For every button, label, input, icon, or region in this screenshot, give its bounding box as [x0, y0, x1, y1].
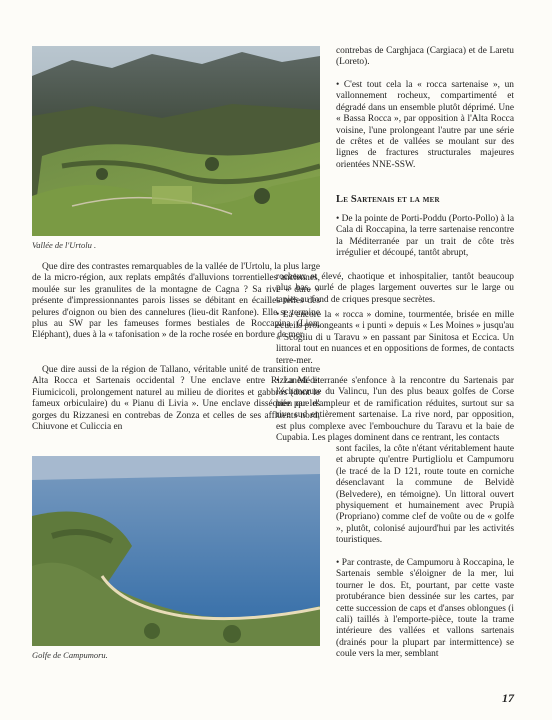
right-paragraph-4: rocheux et élevé, chaotique et inhospitalier, tantôt beaucoup plus bas, ourlé de plages largement ouvertes sur le large ou tapies au fond de criques presque secrètes.	[276, 272, 514, 305]
page-number: 17	[502, 691, 514, 705]
photo1-caption: Vallée de l'Urtolu .	[32, 240, 97, 250]
right-paragraph-7: sont faciles, la côte n'étant véritablement haute et abrupte qu'entre Purtigliolu et Campumoru (le tracé de la D 121, route toute en corniche désenclavant la commune de Belvidè (Belvedere), en témoigne). Un littoral ouvert physiquement et humainement avec Prupià (Propriano) comme clef de voûte ou de « golfe », plutôt, colonisé aujourd'hui par les activités touristiques.	[336, 444, 514, 546]
right-paragraph-1: contrebas de Carghjaca (Cargiaca) et de Laretu (Loreto).	[336, 46, 514, 68]
photo2-caption: Golfe de Campumoru.	[32, 650, 108, 660]
right-paragraph-3: • De la pointe de Porti-Poddu (Porto-Pollo) à la Cala di Roccapina, la terre sartenaise rencontre la Méditerranée par un trait de côte très irrégulier et découpé, tantôt abrupt,	[336, 214, 514, 259]
right-paragraph-2: • C'est tout cela la « rocca sartenaise », un vallonnement rocheux, compartimenté et dégradé dans un ensemble plutôt déprimé. Une « Bassa Rocca », par opposition à l'Alta Rocca voisine, l'une prolongeant l'autre par une série de crêtes et de vallées se moulant sur des lignes de fractures structurales majeures orientées NNE-SSW.	[336, 80, 514, 170]
right-paragraph-6: • La Méditerranée s'enfonce à la rencontre du Sartenais par l'échancrure du Valincu, l'un des plus beaux golfes de Corse bien que d'ampleur et de ramification réduites, surtout sur sa rive sud entièrement sartenaise. La rive nord, par opposition, est plus complexe avec l'embouchure du Taravu et la baie de Cupabia. Les plages dominent dans ce rentrant, les contacts	[276, 376, 514, 444]
left-paragraph-2: Que dire aussi de la région de Tallano, véritable unité de transition entre Alta Rocca et Sartenais occidental ? Une enclave entre Rizzanesi et Fiumicicoli, prolongement naturel au milieu de diorites et gabbros (dont le fameux orbiculaire) du « Pianu di Livia ». Une enclave disséquée par les gorges du Rizzanesi en contrebas de Zonza et celles de ses affluents nord, Chiuvone et Culiccia en	[32, 365, 320, 433]
right-paragraph-8: • Par contraste, de Campumoru à Roccapina, le Sartenais semble s'éloigner de la mer, lui tourner le dos. Et, pourtant, par cette vaste protubérance bien dessinée sur les cartes, par cette succession de caps et d'anses oblongues (i cali) taillés à l'emporte-pièce, toute la trame intérieure des vallées et vallons sartenais (drainés pour la plupart par intermittence) se coule vers la mer, semblant	[336, 558, 514, 660]
section-heading: Le Sartenais et la mer	[336, 194, 440, 205]
photo-campumoru-gulf	[32, 456, 320, 646]
right-paragraph-5: • Là encore la « rocca » domine, tourmentée, brisée en mille écueils prolongeants « i punti » depuis « Les Moines » jusqu'au « Scogliu di u Taravu » en passant par Sinitosa et Eccica. Un littoral tout en nuances et en oppositions de formes, de contacts terre-mer.	[276, 310, 514, 366]
photo-urtolu-valley	[32, 46, 320, 236]
left-paragraph-1: Que dire des contrastes remarquables de la vallée de l'Urtolu, la plus large de la micro-région, aux replats empâtés d'alluvions torrentielles anciennes, moulée sur les granulites de la montagne de Cagna ? Sa rive « dure » présente d'impressionnantes parois lisses se débitant en écailles telles des pelures d'oignon ou bien des cannelures (lieu-dit Ranfone). Elle se termine plus au SW par les fameuses formes bestiales de Roccapina (Lion, Eléphant), dues à la « tafonisation » de la roche rosée en bordure de mer.	[32, 262, 320, 341]
